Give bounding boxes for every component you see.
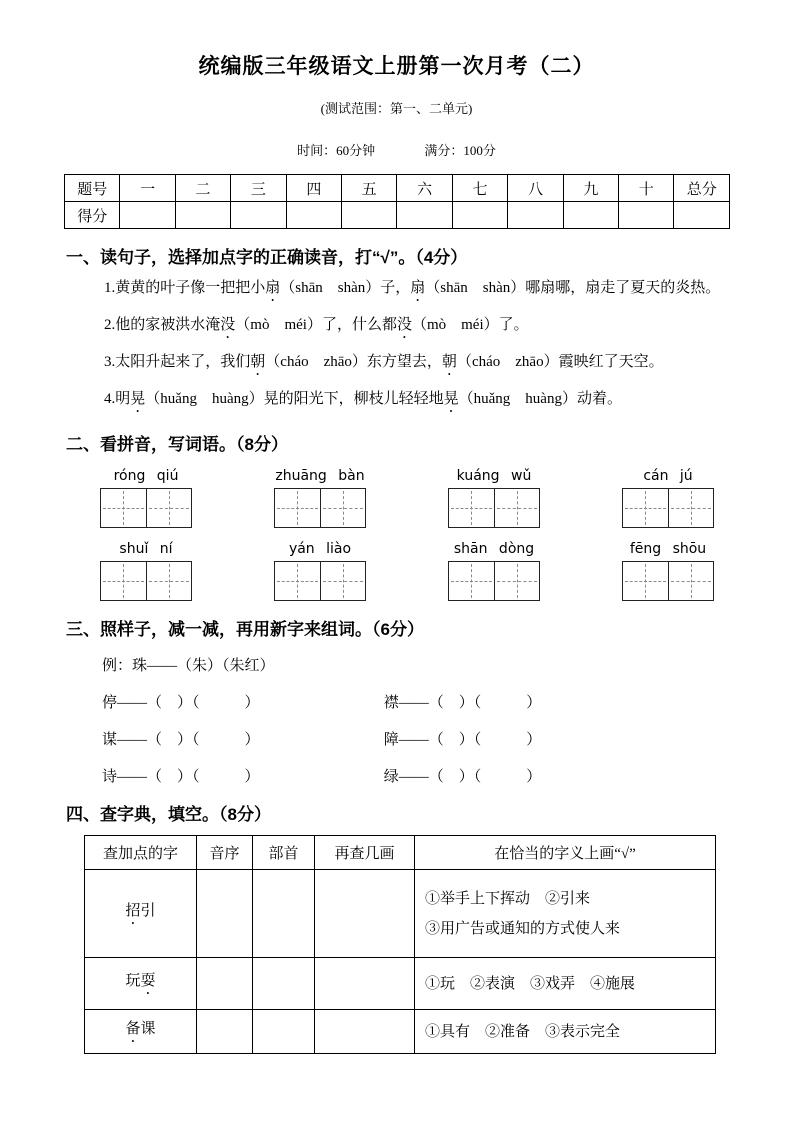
writing-cell xyxy=(668,489,714,527)
writing-cell xyxy=(449,489,494,527)
pinyin-label: kuáng wǔ xyxy=(456,468,532,484)
blank-answer-cell xyxy=(197,1010,253,1054)
score-blank-cell xyxy=(231,202,286,229)
writing-cell xyxy=(668,562,714,600)
score-column-header: 一 xyxy=(120,175,175,202)
writing-cell xyxy=(146,562,192,600)
writing-grid xyxy=(448,488,540,528)
column-header-word: 查加点的字 xyxy=(85,836,197,870)
lookup-word: 备课 xyxy=(85,1010,197,1054)
section2-title: 二、看拼音，写词语。（8分） xyxy=(66,435,288,454)
score-blank-cell xyxy=(120,202,175,229)
score-table-number-label: 题号 xyxy=(65,175,120,202)
page-title: 统编版三年级语文上册第一次月考（二） xyxy=(198,55,595,78)
score-column-header: 六 xyxy=(397,175,452,202)
blank-answer-cell xyxy=(315,870,415,958)
score-column-header: 八 xyxy=(508,175,563,202)
word-blank: 襟——（ ）（ ） xyxy=(383,695,542,711)
meanings-cell xyxy=(415,870,716,958)
blank-answer-cell xyxy=(197,958,253,1010)
blank-answer-cell xyxy=(253,870,315,958)
pinyin-word-block xyxy=(448,468,540,528)
column-header-yinxu: 音序 xyxy=(197,836,253,870)
writing-cell xyxy=(101,562,146,600)
question-sentence-1: 1.黄黄的叶子像一把把小扇（shān shàn）子，扇（shān shàn）哪扇哪，扇走了夏天的炎热。 xyxy=(104,280,721,296)
blank-answer-cell xyxy=(197,870,253,958)
time-limit: 时间：60分钟 xyxy=(297,143,376,158)
pinyin-word-block xyxy=(100,541,192,601)
score-table-header-row xyxy=(65,175,730,202)
section1-title: 一、读句子，选择加点字的正确读音，打“√”。（4分） xyxy=(66,248,468,267)
pinyin-label: cán jú xyxy=(643,468,693,484)
blank-answer-cell xyxy=(253,1010,315,1054)
dictionary-table xyxy=(84,835,716,1054)
section3-row xyxy=(102,691,793,712)
score-blank-cell xyxy=(674,202,730,229)
score-blank-cell xyxy=(619,202,674,229)
writing-grid xyxy=(622,488,714,528)
section1-items xyxy=(104,277,746,416)
column-header-meaning: 在恰当的字义上画“√” xyxy=(415,836,716,870)
pinyin-row-2 xyxy=(100,541,793,601)
writing-grid xyxy=(448,561,540,601)
pinyin-label: fēng shōu xyxy=(629,541,707,557)
word-blank: 停——（ ）（ ） xyxy=(102,695,260,711)
score-table-score-row xyxy=(65,202,730,229)
dictionary-table-header-row xyxy=(85,836,716,870)
pinyin-label: zhuāng bàn xyxy=(275,468,365,484)
score-column-header: 二 xyxy=(175,175,230,202)
pinyin-word-block xyxy=(622,541,714,601)
score-blank-cell xyxy=(563,202,618,229)
writing-grid xyxy=(100,561,192,601)
pinyin-word-block xyxy=(622,468,714,528)
score-column-header: 五 xyxy=(342,175,397,202)
blank-answer-cell xyxy=(315,1010,415,1054)
score-column-header: 九 xyxy=(563,175,618,202)
column-header-bushou: 部首 xyxy=(253,836,315,870)
writing-grid xyxy=(622,561,714,601)
meaning-line: ①玩 ②表演 ③戏弄 ④施展 xyxy=(425,975,636,992)
meaning-line: ①举手上下挥动 ②引来 xyxy=(425,890,591,907)
question-sentence-2: 2.他的家被洪水淹没（mò méi）了，什么都没（mò méi）了。 xyxy=(104,317,529,333)
score-column-header: 总分 xyxy=(674,175,730,202)
question-sentence-3: 3.太阳升起来了，我们朝（cháo zhāo）东方望去，朝（cháo zhāo）霞映红了天空。 xyxy=(104,354,664,370)
pinyin-label: yán liào xyxy=(288,541,352,557)
section3-row xyxy=(102,765,793,786)
score-blank-cell xyxy=(175,202,230,229)
pinyin-word-block xyxy=(274,468,366,528)
writing-grid xyxy=(274,561,366,601)
pinyin-word-block xyxy=(274,541,366,601)
section3-row xyxy=(102,728,793,749)
writing-cell xyxy=(494,489,540,527)
section3-example: 例：珠——（朱）（朱红） xyxy=(102,658,275,674)
score-blank-cell xyxy=(508,202,563,229)
writing-cell xyxy=(146,489,192,527)
word-blank: 障——（ ）（ ） xyxy=(383,732,542,748)
score-table xyxy=(64,174,730,229)
word-blank: 谋——（ ）（ ） xyxy=(102,732,260,748)
column-header-strokes: 再查几画 xyxy=(315,836,415,870)
writing-cell xyxy=(623,489,668,527)
blank-answer-cell xyxy=(315,958,415,1010)
score-blank-cell xyxy=(286,202,341,229)
table-row xyxy=(85,958,716,1010)
score-column-header: 四 xyxy=(286,175,341,202)
pinyin-word-block xyxy=(448,541,540,601)
pinyin-label: shān dòng xyxy=(453,541,535,557)
section4-title: 四、查字典，填空。（8分） xyxy=(66,805,271,824)
lookup-word: 招引 xyxy=(85,870,197,958)
score-table-score-label: 得分 xyxy=(65,202,120,229)
writing-cell xyxy=(101,489,146,527)
lookup-word: 玩耍 xyxy=(85,958,197,1010)
writing-cell xyxy=(320,489,366,527)
table-row xyxy=(85,870,716,958)
score-column-header: 七 xyxy=(452,175,507,202)
section3-title: 三、照样子，减一减，再用新字来组词。（6分） xyxy=(66,620,424,639)
blank-answer-cell xyxy=(253,958,315,1010)
word-blank: 诗——（ ）（ ） xyxy=(102,769,260,785)
score-blank-cell xyxy=(397,202,452,229)
writing-cell xyxy=(623,562,668,600)
score-blank-cell xyxy=(342,202,397,229)
exam-meta xyxy=(0,140,793,159)
meanings-cell xyxy=(415,958,716,1010)
score-column-header: 十 xyxy=(619,175,674,202)
test-scope: (测试范围：第一、二单元) xyxy=(320,101,473,116)
pinyin-word-block xyxy=(100,468,192,528)
meaning-line: ①具有 ②准备 ③表示完全 xyxy=(425,1023,621,1040)
writing-cell xyxy=(275,562,320,600)
full-score: 满分：100分 xyxy=(424,143,496,158)
score-blank-cell xyxy=(452,202,507,229)
writing-cell xyxy=(449,562,494,600)
writing-grid xyxy=(100,488,192,528)
question-sentence-4: 4.明晃（huǎng huàng）晃的阳光下，柳枝儿轻轻地晃（huǎng huàng）动着。 xyxy=(104,391,622,407)
pinyin-row-1 xyxy=(100,468,793,528)
meanings-cell xyxy=(415,1010,716,1054)
writing-cell xyxy=(275,489,320,527)
score-column-header: 三 xyxy=(231,175,286,202)
pinyin-label: róng qiú xyxy=(113,468,179,484)
pinyin-label: shuǐ ní xyxy=(119,541,173,557)
word-blank: 绿——（ ）（ ） xyxy=(383,769,542,785)
writing-grid xyxy=(274,488,366,528)
writing-cell xyxy=(494,562,540,600)
meaning-line: ③用广告或通知的方式使人来 xyxy=(425,920,621,937)
table-row xyxy=(85,1010,716,1054)
writing-cell xyxy=(320,562,366,600)
